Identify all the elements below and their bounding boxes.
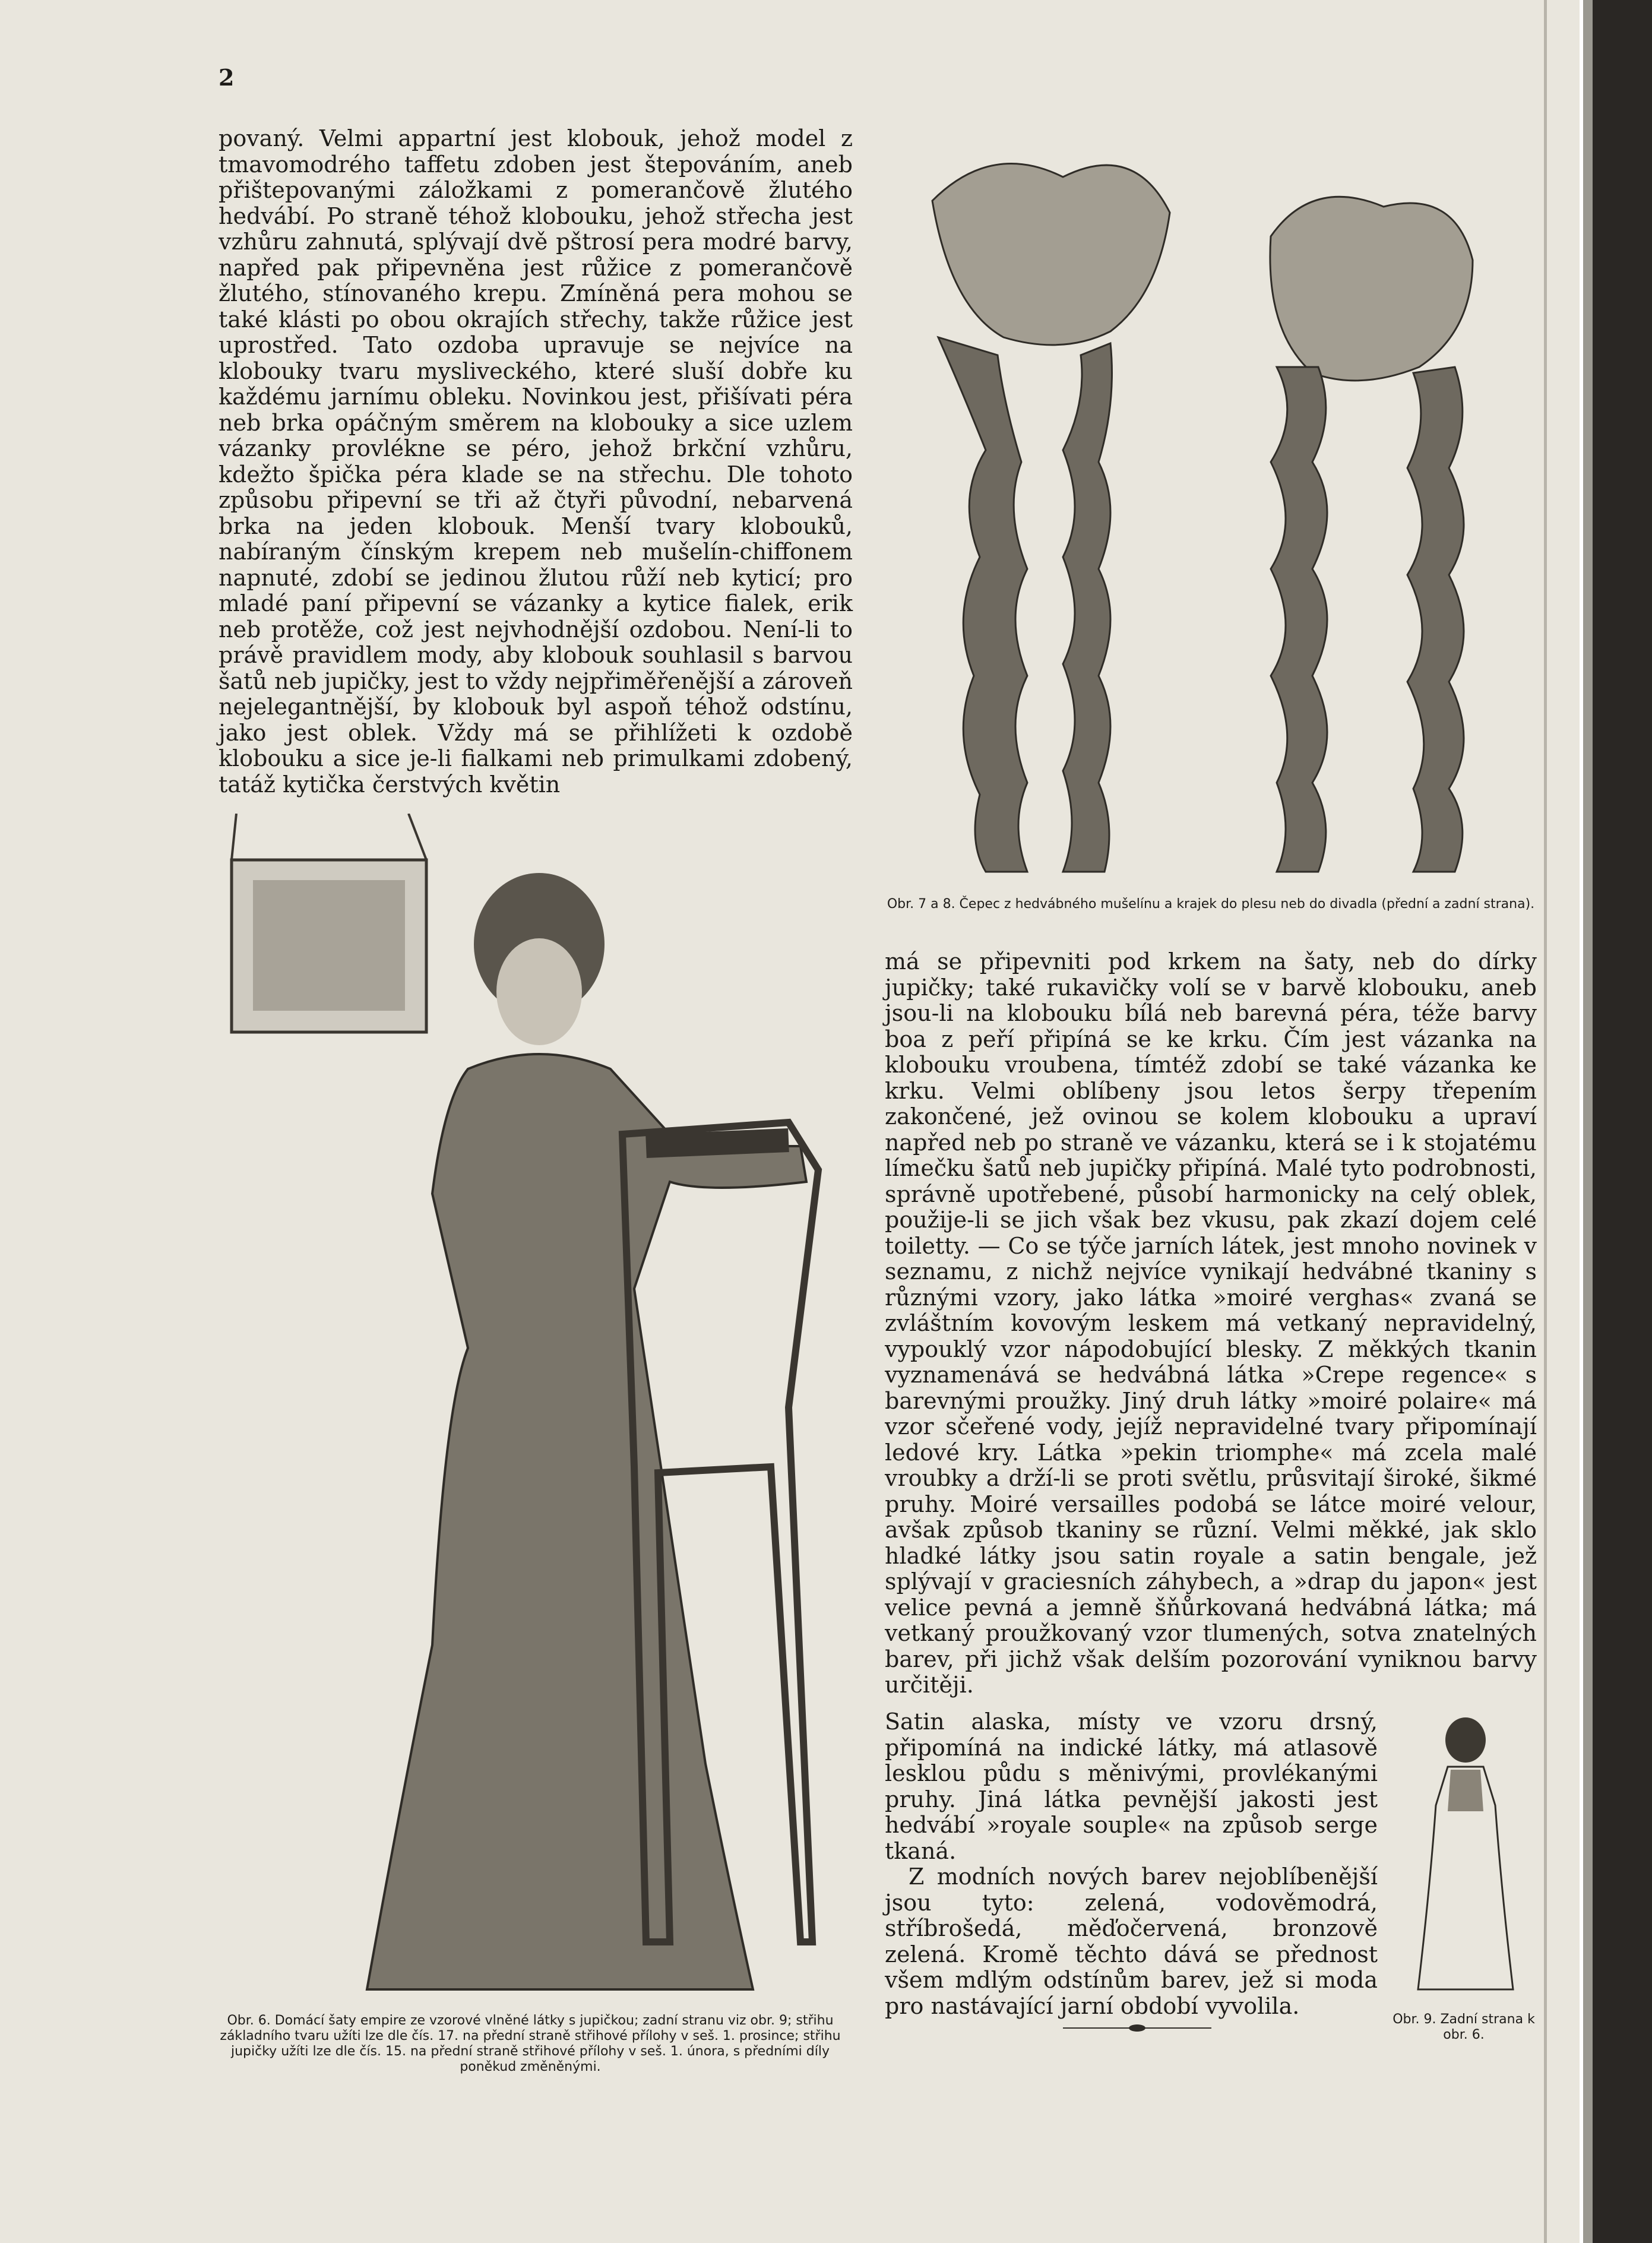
back-view-illustration <box>1394 1710 1537 2007</box>
paragraph-satin: Satin alaska, místy ve vzoru drsný, připomíná na indické látky, má atlasově lesklou půdu s měnivými, provlékanými pruhy. Jiná látka pevnější jakosti jest hedvábí »royale souple« na způsob serge tkaná. <box>885 1709 1378 1864</box>
paragraph-hats: povaný. Velmi appartní jest klobouk, jehož model z tmavomodrého taffetu zdoben jest štepováním, aneb přištepovanými záložkami z pomerančově žlutého hedvábí. Po straně téhož klobouku, jehož střecha jest vzhůru zahnutá, splývají dvě pštrosí pera modré barvy, napřed pak připevněna jest růžice z pomerančově žlutého, stínovaného krepu. Zmíněná pera mohou se také klásti po obou okrajích střechy, takže růžice jest uprostřed. Tato ozdoba upravuje se nejvíce na klobouky tvaru mysliveckého, které sluší dobře ku každému jarnímu obleku. Novinkou jest, přišívati péra neb brka opáčným směrem na klobouky a sice uzlem vázanky provlékne se péro, jehož brkční vzhůru, kdežto špička péra klade se na střechu. Dle tohoto způsobu připevní se tři až čtyři původní, nebarvená brka na jeden klobouk. Menší tvary klobouků, nabíraným čínským krepem neb mušelín-chiffonem napnuté, zdobí se jedinou žlutou růží neb kyticí; pro mladé paní připevní se vázanky a kytice fialek, erik neb protěže, což jest nejvhodnější ozdobou. Není-li to právě pravidlem mody, aby klobouk souhlasil s barvou šatů neb jupičky, jest to vždy nejpřiměřenější a zároveň nejelegantnější, by klobouk byl aspoň téhož odstínu, jako jest oblek. Vždy má se přihlížeti k ozdobě klobouku a sice je-li fialkami neb primulkami zdobený, tatáž kytička čerstvých květin <box>219 125 853 798</box>
woman-dress-illustration <box>219 814 853 1998</box>
page-edge-band <box>1580 0 1652 2243</box>
caption-fig-9: Obr. 9. Zadní strana k obr. 6. <box>1393 2012 1535 2042</box>
page-spine-line <box>1544 0 1547 2243</box>
page-number: 2 <box>219 64 235 91</box>
text-column-right <box>885 949 1537 1698</box>
bonnet-illustration <box>885 141 1537 884</box>
text-column-left <box>219 126 853 798</box>
text-column-right-narrow <box>885 1709 1378 2019</box>
paragraph-fabrics: má se připevniti pod krkem na šaty, neb do dírky jupičky; také rukavičky volí se v barvě klobouku, aneb jsou-li na klobouku bílá neb barevná péra, téže barvy boa z peří připíná se ke krku. Čím jest vázanka na klobouku vroubena, tímtéž zdobí se také vázanka ke krku. Velmi oblíbeny jsou letos šerpy třepením zakončené, jež ovinou se kolem klobouku a upraví napřed neb po straně ve vázanku, která se i k stojatému límečku šatů neb jupičky připíná. Malé tyto podrobnosti, správně upotřebené, působí harmonicky na celý oblek, použije-li se jich však bez vkusu, pak zkazí dojem celé toiletty. — Co se týče jarních látek, jest mnoho novinek v seznamu, z nichž nejvíce vynikají hedvábné tkaniny s různými vzory, jako látka »moiré verghas« zvaná se zvláštním kovovým leskem má vetkaný nepravidelný, vypouklý vzor nápodobující blesky. Z měkkých tkanin vyznamenává se hedvábná látka »Crepe regence« s barevnými proužky. Jiný druh látky »moiré polaire« má vzor sčeřené vody, jejíž nepravidelné tvary připomínají ledové kry. Látka »pekin triomphe« má zcela malé vroubky a drží-li se proti světlu, průsvitají široké, šikmé pruhy. Moiré versailles podobá se látce moiré velour, avšak způsob tkaniny se různí. Velmi měkké, jak sklo hladké látky jsou satin royale a satin bengale, jež splývají v graciesních záhybech, a »drap du japon« jest velice pevná a jemně šňůrkovaná hedvábná látka; má vetkaný proužkovaný vzor tlumených, sotva znatelných barev, při jichž však delším pozorování vyniknou barvy určitěji. <box>885 948 1537 1698</box>
caption-fig-6: Obr. 6. Domácí šaty empire ze vzorové vlněné látky s jupičkou; zadní stranu viz obr. 9; střihu základního tvaru užíti lze dle čís. 17. na přední straně střihové přílohy v seš. 1. prosince; střihu jupičky užíti lze dle čís. 15. na přední straně střihové přílohy v seš. 1. února, s předními díly poněkud změněnými. <box>220 2013 841 2074</box>
caption-fig-7-8: Obr. 7 a 8. Čepec z hedvábného mušelínu a krajek do plesu neb do divadla (přední a zadní strana). <box>887 897 1535 912</box>
ornament-divider <box>1063 2024 1211 2032</box>
paragraph-colors: Z modních nových barev nejoblíbenější jsou tyto: zelená, vodověmodrá, stříbrošedá, měďočervená, bronzově zelená. Kromě těchto dává se přednost všem mdlým odstínům barev, jež si moda pro nastávající jarní období vyvolila. <box>885 1864 1378 2019</box>
